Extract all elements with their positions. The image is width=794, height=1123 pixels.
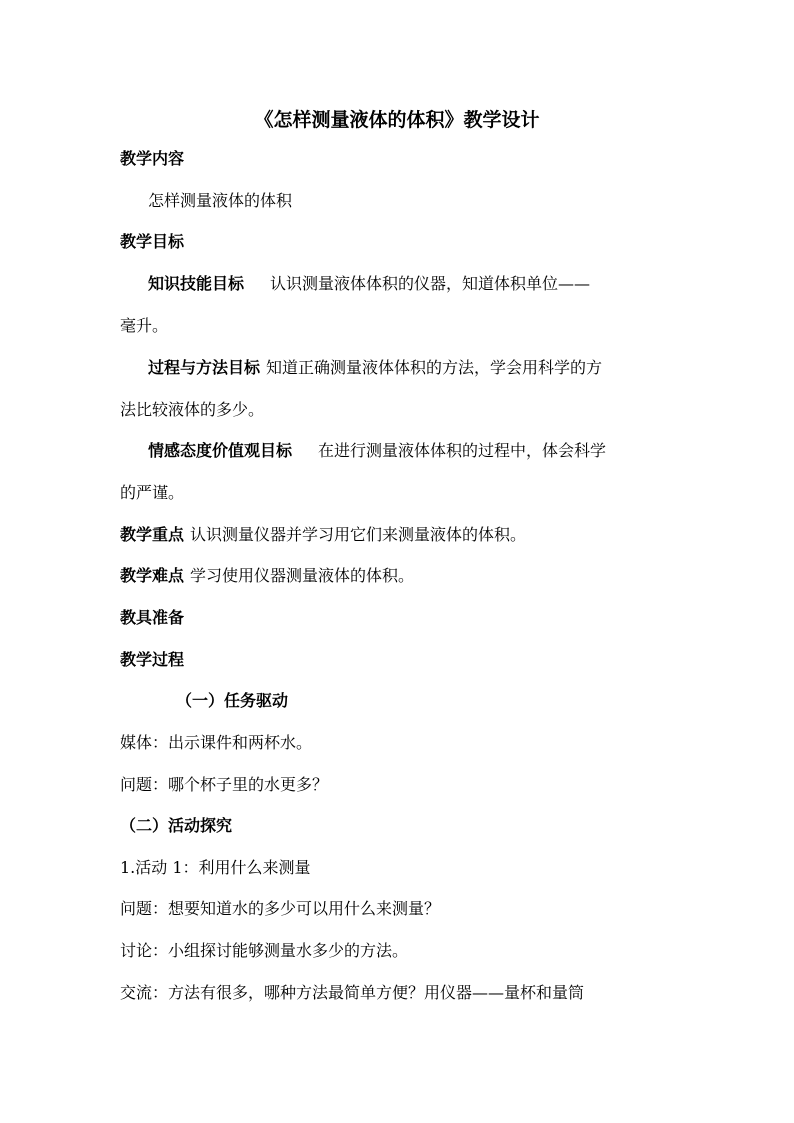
emotion-goal-text: 在进行测量液体体积的过程中，体会科学 [318,441,607,460]
media-text: 媒体：出示课件和两杯水。 [120,733,313,752]
key-point-line [120,525,676,545]
knowledge-goal-text: 认识测量液体体积的仪器，知道体积单位—— [270,274,591,293]
knowledge-goal-text-cont: 毫升。 [120,316,169,335]
document-title: 《怎样测量液体的体积》教学设计 [254,109,540,131]
tools-heading: 教具准备 [120,608,185,627]
process-goal-line [148,358,676,378]
activity1-text: 1.活动 1：利用什么来测量 [120,858,311,877]
process-goal-text: 知道正确测量液体体积的方法，学会用科学的方 [266,358,603,377]
process-goal-text-cont: 法比较液体的多少。 [120,400,265,419]
question1-text: 问题：哪个杯子里的水更多？ [120,775,329,794]
emotion-goal-text-cont: 的严谨。 [120,483,185,502]
knowledge-goal-line [148,274,676,294]
difficulty-text: 学习使用仪器测量液体的体积。 [190,566,415,585]
key-point-text: 认识测量仪器并学习用它们来测量液体的体积。 [190,525,527,544]
section1-heading: （一）任务驱动 [176,691,289,710]
discussion-text: 讨论：小组探讨能够测量水多少的方法。 [120,941,409,960]
goals-heading: 教学目标 [120,232,185,251]
exchange-text: 交流：方法有很多，哪种方法最简单方便？用仪器——量杯和量筒 [120,983,585,1002]
emotion-goal-line [148,441,676,461]
section2-heading: （二）活动探究 [120,816,233,835]
content-text: 怎样测量液体的体积 [148,191,293,210]
difficulty-label: 教学难点 [120,566,185,585]
process-goal-label: 过程与方法目标 [148,358,261,377]
difficulty-line [120,566,676,586]
knowledge-goal-label: 知识技能目标 [148,274,245,293]
process-heading: 教学过程 [120,650,185,669]
key-point-label: 教学重点 [120,525,185,544]
content-heading: 教学内容 [120,149,185,168]
emotion-goal-label: 情感态度价值观目标 [148,441,293,460]
question2-text: 问题：想要知道水的多少可以用什么来测量？ [120,899,441,918]
